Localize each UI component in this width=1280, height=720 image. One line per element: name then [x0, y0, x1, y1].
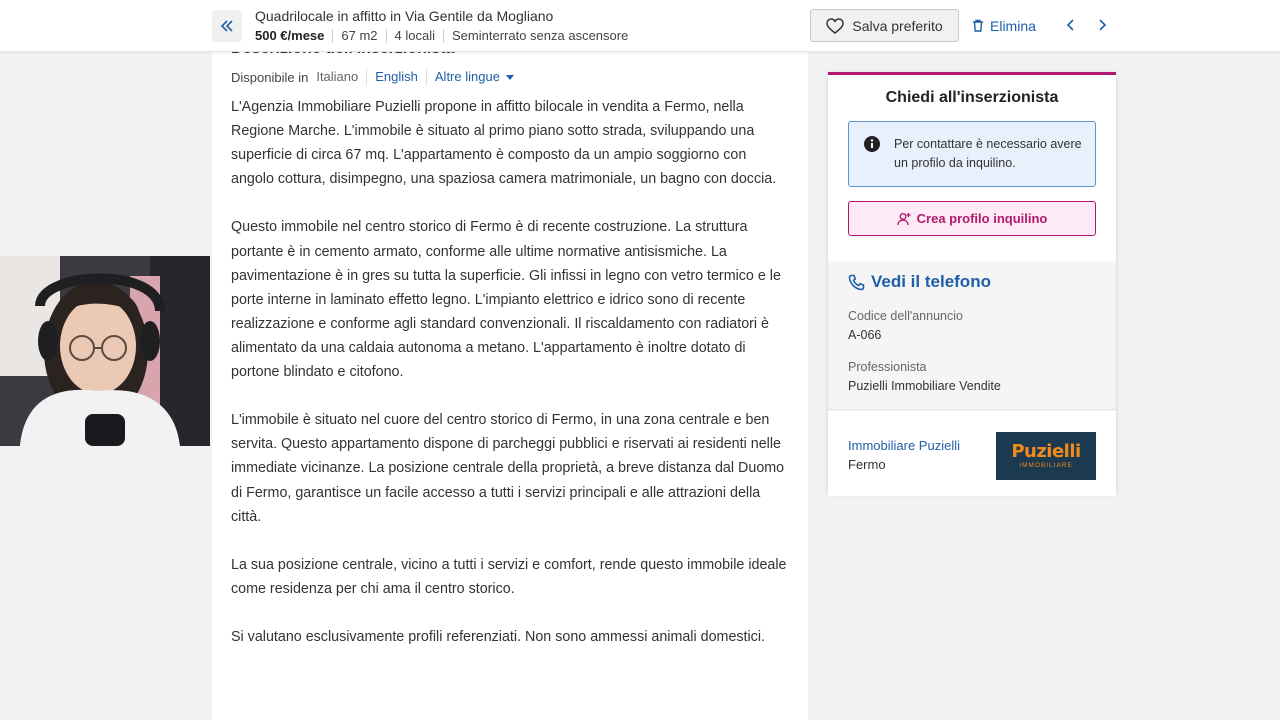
create-tenant-profile-button[interactable]	[848, 201, 1096, 236]
webcam-overlay	[0, 256, 210, 446]
listing-code-value: A-066	[848, 328, 882, 342]
other-languages-dropdown[interactable]	[426, 69, 522, 85]
language-english[interactable]: English	[366, 69, 426, 85]
listing-code-label: Codice dell'annuncio	[848, 309, 963, 323]
phone-icon	[848, 274, 865, 291]
delete-button[interactable]	[972, 9, 1036, 42]
description-paragraph: Questo immobile nel centro storico di Fermo è di recente costruzione. La struttura portante è in cemento armato, conforme alle ultime normative antisismiche. La pavimentazione è in gres su tutta la superficie. Gli infissi in legno con vetro termico e le porte interne in laminato effetto legno. L'impianto elettrico e idrico sono di recente realizzazione e conforme agli standard convenzionali. Il riscaldamento con radiatori è alimentato da una caldaia autonoma a metano. L'appartamento è inoltre dotato di portone blindato e citofono.	[231, 219, 781, 381]
chevron-left-icon	[1066, 19, 1076, 31]
next-listing-button[interactable]	[1088, 11, 1116, 39]
previous-listing-button[interactable]	[1057, 11, 1085, 39]
contact-info-text: Per contattare è necessario avere un profilo da inquilino.	[894, 137, 1082, 170]
listing-header	[0, 0, 1280, 52]
agency-city: Fermo	[848, 457, 886, 472]
agency-card	[828, 411, 1116, 496]
webcam-person-image	[0, 256, 210, 446]
listing-rooms: 4 locali	[386, 29, 443, 43]
agency-logo-subtext: IMMOBILIARE	[1019, 462, 1073, 469]
contact-sidebar	[828, 72, 1116, 493]
delete-label: Elimina	[990, 17, 1036, 34]
show-phone-label: Vedi il telefono	[871, 272, 991, 291]
listing-price: 500 €/mese	[255, 28, 325, 43]
chevron-right-icon	[1097, 19, 1107, 31]
other-languages-label: Altre lingue	[434, 69, 500, 84]
description-panel	[212, 52, 808, 720]
create-tenant-profile-label: Crea profilo inquilino	[916, 211, 1048, 226]
trash-icon	[972, 19, 984, 32]
description-text	[231, 95, 791, 673]
info-icon	[864, 136, 880, 152]
listing-title: Quadrilocale in affitto in Via Gentile da Mogliano	[255, 8, 554, 24]
agency-logo-text: Puzielli	[1011, 441, 1081, 462]
agency-name-link[interactable]: Immobiliare Puzielli	[848, 438, 960, 453]
contact-title: Chiedi all'inserzionista	[885, 89, 1059, 106]
professional-label: Professionista	[848, 360, 927, 374]
caret-down-icon	[506, 75, 514, 80]
listing-summary	[255, 28, 636, 43]
professional-name: Puzielli Immobiliare Vendite	[848, 379, 1001, 393]
description-paragraph: Si valutano esclusivamente profili referenziati. Non sono ammessi animali domestici.	[231, 629, 765, 646]
double-chevron-left-icon	[220, 19, 234, 33]
heart-icon	[826, 18, 844, 34]
listing-floor: Seminterrato senza ascensore	[443, 29, 636, 43]
contact-info-alert	[848, 121, 1096, 187]
agency-logo[interactable]	[996, 432, 1096, 480]
back-button[interactable]	[212, 10, 242, 42]
show-phone-link[interactable]	[848, 272, 991, 292]
description-paragraph: L'immobile è situato nel cuore del centro storico di Fermo, in una zona centrale e ben servita. Questo appartamento dispone di parcheggi pubblici e riservati ai residenti nelle immediate vicinanze. La posizione centrale della proprietà, a breve distanza dal Duomo di Fermo, garantisce un facile accesso a tutti i servizi principali e alle attrazioni della città.	[231, 412, 785, 525]
save-favorite-label: Salva preferito	[852, 17, 943, 34]
section-divider	[828, 409, 1116, 410]
save-favorite-button[interactable]	[810, 9, 959, 42]
add-user-icon	[897, 212, 911, 226]
available-in-label: Disponibile in	[231, 69, 309, 85]
language-selector	[231, 69, 522, 85]
phone-section	[828, 261, 1116, 411]
description-paragraph: L'Agenzia Immobiliare Puzielli propone in affitto bilocale in vendita a Fermo, nella Regione Marche. L'immobile è situato al primo piano sotto strada, sviluppando una superficie di circa 67 mq. L'appartamento è composto da un ampio soggiorno con angolo cottura, disimpegno, una spaziosa camera matrimoniale, un bagno con doccia.	[231, 99, 777, 188]
listing-size: 67 m2	[332, 29, 385, 43]
language-italiano: Italiano	[316, 69, 359, 84]
description-paragraph: La sua posizione centrale, vicino a tutti i servizi e comfort, rende questo immobile ideale come residenza per chi ama il centro storico.	[231, 556, 787, 597]
